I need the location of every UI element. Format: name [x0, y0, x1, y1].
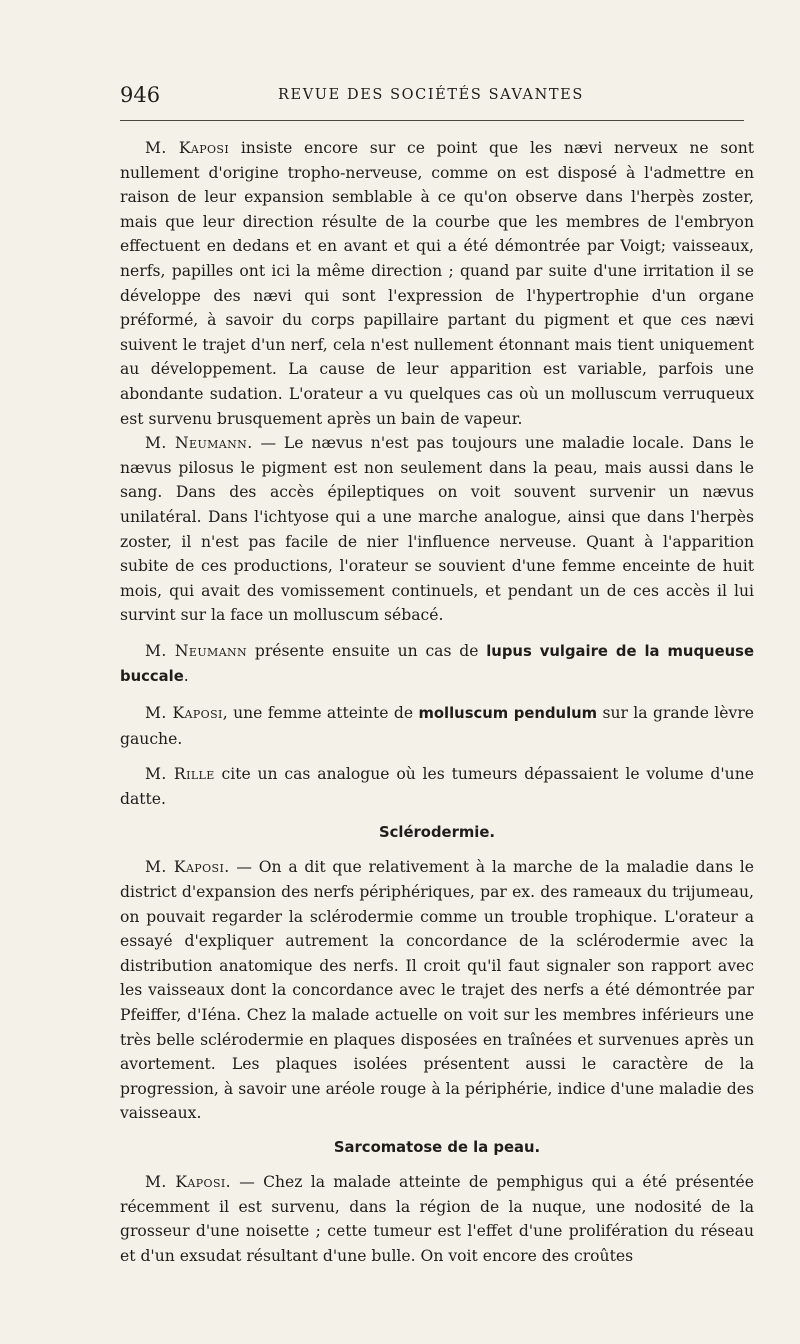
speaker-name: M. Kaposi. [145, 858, 230, 877]
paragraph-text: — Chez la malade atteinte de pemphigus qui a été présentée récemment il est survenu, dans la région de la nuque, une nodosité de la grosseur d'une noisette ; cette tumeur est l'effet d'une prolifération du réseau et d'un exsudat résultant d'une bulle. On voit encore des croûtes [120, 1172, 754, 1265]
paragraph-text: cite un cas analogue où les tumeurs dépassaient le volume d'une datte. [120, 765, 754, 808]
speaker-name: M. Neumann [145, 641, 248, 660]
paragraph-neumann-naevus [120, 431, 754, 628]
running-title: REVUE DES SOCIÉTÉS SAVANTES [278, 87, 584, 103]
paragraph-text: , une femme atteinte de [222, 704, 419, 723]
speaker-name: M. Rille [145, 765, 215, 784]
section-title-sclerodermie: Sclérodermie. [378, 824, 496, 842]
paragraph-kaposi-pemphigus [120, 1170, 754, 1268]
paragraph-text: insiste encore sur ce point que les nævi nerveux ne sont nullement d'origine tropho-nerveuse, comme on est disposé à l'admettre en raison de leur expansion semblable à ce qu'on observe dans l'herpès zoster, mais que leur direction résulte de la courbe que les membres de l'embryon effectuent en dedans et en avant et qui a été démontrée par Voigt; vaisseaux, nerfs, papilles ont ici la même direction ; quand par suite d'une irritation il se développe des nævi qui sont l'expression de l'hypertrophie d'un organe préformé, à savoir du corps papillaire partant du pigment et que ces nævi suivent le trajet d'un nerf, cela n'est nullement étonnant mais tient uniquement au développement. La cause de leur apparition est variable, parfois une abondante sudation. L'orateur a vu quelques cas où un molluscum verruqueux est survenu brusquement après un bain de vapeur. [120, 139, 755, 428]
speaker-name: M. Kaposi. [145, 1172, 232, 1191]
article-body [120, 136, 754, 1268]
paragraph-text-end: . [183, 667, 189, 686]
case-title: molluscum pendulum [418, 705, 598, 723]
page-header [120, 83, 744, 113]
paragraph-neumann-lupus [120, 639, 754, 690]
speaker-name: M. Kaposi [145, 139, 230, 157]
paragraph-text: — Le nævus n'est pas toujours une maladie locale. Dans le nævus pilosus le pigment est non seulement dans la peau, mais aussi dans le sang. Dans des accès épileptiques on voit souvent survenir un nævus unilatéral. Dans l'ichtyose qui a une marche analogue, ainsi que dans l'herpès zoster, il n'est pas facile de nier l'influence nerveuse. Quant à l'apparition subite de ces productions, l'orateur se souvient d'une femme enceinte de huit mois, qui avait des vomissement continuels, et pendant un de ces accès il lui survint sur la face un molluscum sébacé. [120, 434, 754, 625]
paragraph-text-end: sur la grande lèvre gauche. [120, 704, 754, 748]
case-title: lupus vulgaire de la muqueuse buccale [120, 642, 754, 686]
paragraph-text: présente ensuite un cas de [247, 641, 487, 660]
paragraph-kaposi-molluscum [120, 701, 754, 751]
header-rule [120, 120, 744, 121]
paragraph-text: — On a dit que relativement à la marche de la maladie dans le district d'expansion des nerfs périphériques, par ex. des rameaux du trijumeau, on pouvait regarder la sclérodermie comme un trouble trophique. L'orateur a essayé d'expliquer autrement la concordance de la sclérodermie avec la distribution anatomique des nerfs. Il croit qu'il faut signaler son rapport avec les vaisseaux dont la concordance avec le trajet des nerfs a été démontrée par Pfeiffer, d'Iéna. Chez la malade actuelle on voit sur les membres inférieurs une très belle sclérodermie en plaques disposées en traînées et survenues après un avortement. Les plaques isolées présentent aussi le caractère de la progression, à savoir une aréole rouge à la périphérie, indice d'une maladie des vaisseaux. [120, 858, 754, 1123]
section-title-sarcomatose: Sarcomatose de la peau. [333, 1138, 541, 1156]
speaker-name: M. Neumann. [145, 434, 253, 453]
paragraph-kaposi-sclerodermie [120, 855, 754, 1126]
speaker-name: M. Kaposi [145, 704, 223, 723]
paragraph-kaposi-naevi [120, 136, 754, 431]
page-number: 946 [120, 83, 161, 107]
paragraph-rille [120, 762, 754, 811]
